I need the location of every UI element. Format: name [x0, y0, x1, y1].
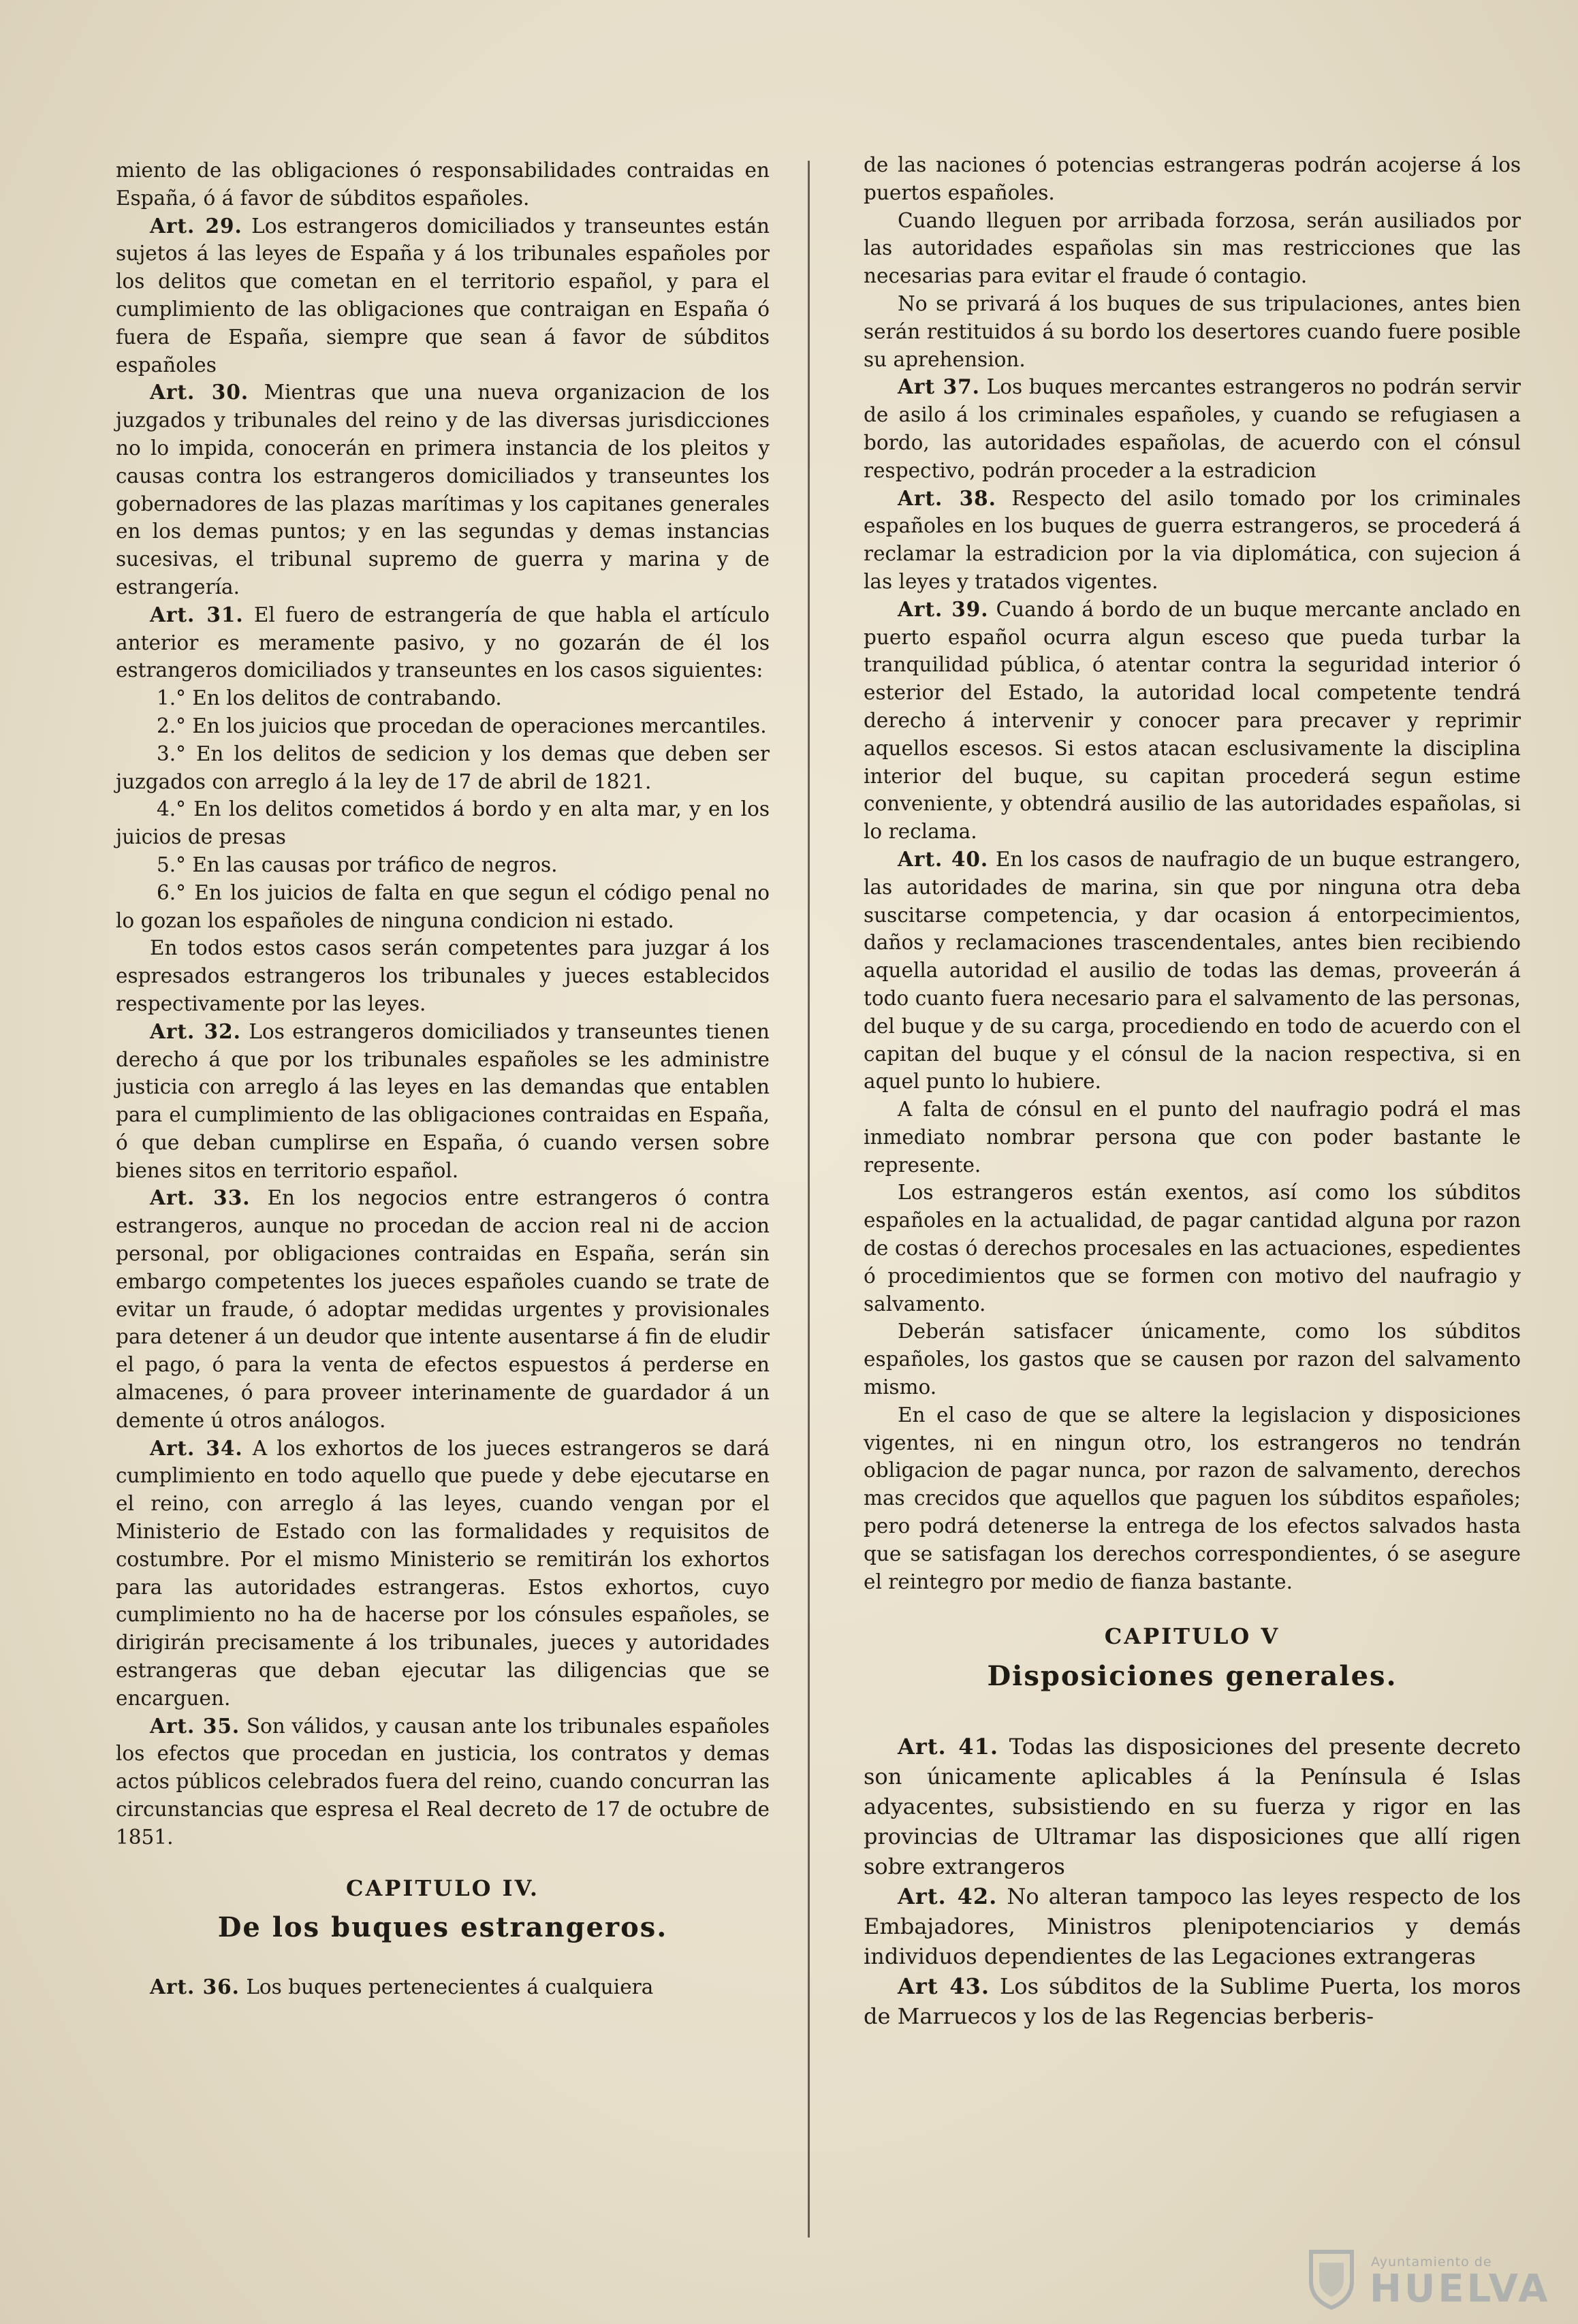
list-item: 2.° En los juicios que procedan de operaciones mercantiles.: [157, 714, 767, 737]
list-item: 3.° En los delitos de sedicion y los demas que deben ser juzgados con arreglo á la ley de 17 de abril de 1821.: [116, 742, 770, 793]
watermark-caption: Ayuntamiento de: [1371, 2255, 1492, 2270]
article-number: Art. 40.: [898, 846, 989, 871]
article-paragraph: Art. 41. Todas las disposiciones del presente decreto son únicamente aplicables á la Península é Islas adyacentes, subsistiendo en su fuerza y rigor en las provincias de Ultramar las disposiciones que allí rigen sobre extrangeros: [864, 1734, 1521, 1880]
article-paragraph: Art. 31. El fuero de estrangería de que habla el artículo anterior es meramente pasivo, y no gozarán de él los estrangeros domiciliados y transeuntes en los casos siguientes:: [116, 602, 770, 682]
municipal-shield-icon: [1297, 2244, 1366, 2312]
article-number: Art. 41.: [898, 1734, 998, 1760]
article-paragraph: Art. 40. En los casos de naufragio de un buque estrangero, las autoridades de marina, sin que por ninguna otra deba suscitarse competencia, y dar ocasion á entorpecimientos, daños y reclamaciones trascendentales, antes bien recibiendo aquella autoridad el ausilio de todas las demas, proveerán á todo cuanto fuera necesario para el salvamento de las personas, del buque y de su carga, procediendo en todo de acuerdo con el capitan del buque y el cónsul de la nacion respectiva, si en aquel punto lo hubiere.: [864, 846, 1521, 1094]
article-paragraph: Art. 29. Los estrangeros domiciliados y transeuntes están sujetos á las leyes de España y á los tribunales españoles por los delitos que cometan en el territorio español, y para el cumplimiento de las obligaciones que contraigan en España ó fuera de España, siempre que sean á favor de súbditos españoles: [116, 213, 770, 377]
column-divider: [808, 161, 810, 2238]
article-number: Art. 42.: [898, 1883, 998, 1910]
article-paragraph: Art. 34. A los exhortos de los jueces estrangeros se dará cumplimiento en todo aquello que puede y debe ejecutarse en el reino, con arreglo á las leyes, cuando vengan por el Ministerio de Estado con las formalidades y requisitos de costumbre. Por el mismo Ministerio se remitirán los exhortos para las autoridades estrangeras. Estos exhortos, cuyo cumplimiento no ha de hacerse por los cónsules españoles, se dirigirán precisamente á los tribunales, jueces y autoridades estrangeras que deban ejecutar las diligencias que se encarguen.: [116, 1435, 770, 1710]
article-number: Art. 32.: [150, 1019, 241, 1043]
article-number: Art. 30.: [150, 380, 249, 404]
article-paragraph: Art. 30. Mientras que una nueva organizacion de los juzgados y tribunales del reino y de las diversas jurisdicciones no lo impida, conocerán en primera instancia de los pleitos y causas contra los estrangeros domiciliados y transeuntes los gobernadores de las plazas marítimas y los capitanes generales en los demas puntos; y en las segundas y demas instancias sucesivas, el tribunal supremo de guerra y marina y de estrangería.: [116, 380, 770, 599]
article-number: Art 43.: [898, 1973, 990, 2000]
paragraph: A falta de cónsul en el punto del naufragio podrá el mas inmediato nombrar persona que con poder bastante le represente.: [864, 1098, 1521, 1177]
article-paragraph: Art. 42. No alteran tampoco las leyes respecto de los Embajadores, Ministros plenipotenciarios y demás individuos dependientes de las Legaciones extrangeras: [864, 1883, 1521, 1970]
article-number: Art 37.: [898, 375, 980, 399]
article-number: Art. 34.: [150, 1435, 243, 1460]
list-item: 5.° En las causas por tráfico de negros.: [157, 853, 558, 876]
list-item: 1.° En los delitos de contrabando.: [157, 686, 502, 710]
section-title: De los buques estrangeros.: [217, 1911, 668, 1944]
paragraph: No se privará á los buques de sus tripulaciones, antes bien serán restituidos á su bordo los desertores cuando fuere posible su aprehension.: [864, 291, 1521, 371]
list-item: 4.° En los delitos cometidos á bordo y en alta mar, y en los juicios de presas: [116, 797, 770, 849]
watermark: [1297, 2244, 1551, 2312]
article-number: Art. 33.: [150, 1185, 251, 1210]
chapter-heading: CAPITULO IV.: [346, 1875, 539, 1901]
left-column: [116, 157, 770, 2001]
article-paragraph: Art. 33. En los negocios entre estrangeros ó contra estrangeros, aunque no procedan de accion real ni de accion personal, por obligaciones contraidas en España, serán sin embargo competentes los jueces españoles cuando se trate de evitar un fraude, ó adoptar medidas urgentes y provisionales para detener á un deudor que intente ausentarse á fin de eludir el pago, ó para la venta de efectos espuestos á perderse en almacenes, ó para proveer interinamente de guardador á un demente ú otros análogos.: [116, 1185, 770, 1432]
watermark-title: HUELVA: [1370, 2267, 1551, 2311]
paragraph: miento de las obligaciones ó responsabilidades contraidas en España, ó á favor de súbditos españoles.: [116, 159, 770, 210]
article-number: Art. 39.: [898, 596, 989, 621]
right-column: [864, 151, 1521, 2031]
article-number: Art. 35.: [150, 1713, 240, 1738]
article-paragraph: Art 37. Los buques mercantes estrangeros no podrán servir de asilo á los criminales españoles, y cuando se refugiasen a bordo, las autoridades españolas, de acuerdo con el cónsul respectivo, podrán proceder a la estradicion: [864, 375, 1521, 482]
article-paragraph: Art. 38. Respecto del asilo tomado por los criminales españoles en los buques de guerra estrangeros, se procederá á reclamar la estradicion por la via diplomática, con sujecion á las leyes y tratados vigentes.: [864, 486, 1521, 593]
article-number: Art. 38.: [898, 486, 996, 510]
article-paragraph: Art. 32. Los estrangeros domiciliados y transeuntes tienen derecho á que por los tribunales españoles se les administre justicia con arreglo á las leyes en las demandas que entablen para el cumplimiento de las obligaciones contraidas en España, ó que deban cumplirse en España, ó cuando versen sobre bienes sitos en territorio español.: [116, 1019, 770, 1182]
article-number: Art. 31.: [150, 602, 244, 626]
section-title: Disposiciones generales.: [987, 1660, 1398, 1693]
chapter-heading: CAPITULO V: [1104, 1623, 1280, 1650]
article-paragraph: Art 43. Los súbditos de la Sublime Puerta, los moros de Marruecos y los de las Regencias berberis-: [864, 1973, 1521, 2030]
paragraph: Los estrangeros están exentos, así como los súbditos españoles en la actualidad, de pagar cantidad alguna por razon de costas ó derechos procesales en las actuaciones, espedientes ó procedimientos que se formen con motivo del naufragio y salvamento.: [864, 1181, 1521, 1316]
article-number: Art. 29.: [150, 213, 242, 238]
list-item: 6.° En los juicios de falta en que segun el código penal no lo gozan los españoles de ninguna condicion ni estado.: [116, 880, 770, 932]
paragraph: de las naciones ó potencias estrangeras podrán acojerse á los puertos españoles.: [864, 153, 1521, 204]
paragraph: En todos estos casos serán competentes para juzgar á los espresados estrangeros los tribunales y jueces establecidos respectivamente por las leyes.: [116, 936, 770, 1015]
article-paragraph: Art. 36. Los buques pertenecientes á cualquiera: [150, 1975, 654, 1999]
paragraph: Deberán satisfacer únicamente, como los súbditos españoles, los gastos que se causen por razon del salvamento mismo.: [864, 1320, 1521, 1399]
article-number: Art. 36.: [150, 1975, 240, 1999]
paragraph: Cuando lleguen por arribada forzosa, serán ausiliados por las autoridades españolas sin mas restricciones que las necesarias para evitar el fraude ó contagio.: [864, 208, 1521, 288]
paragraph: En el caso de que se altere la legislacion y disposiciones vigentes, ni en ningun otro, los estrangeros no tendrán obligacion de pagar nunca, por razon de salvamento, derechos mas crecidos que aquellos que paguen los súbditos españoles; pero podrá detenerse la entrega de los efectos salvados hasta que se satisfagan los derechos correspondientes, ó se asegure el reintegro por medio de fianza bastante.: [864, 1403, 1521, 1593]
article-paragraph: Art. 39. Cuando á bordo de un buque mercante anclado en puerto español ocurra algun esceso que pueda turbar la tranquilidad pública, ó atentar contra la seguridad interior ó esterior del Estado, la autoridad local competente tendrá derecho á intervenir y conocer para precaver y reprimir aquellos escesos. Si estos atacan esclusivamente la disciplina interior del buque, su capitan procederá segun estime conveniente, y obtendrá ausilio de las autoridades españolas, si lo reclama.: [864, 596, 1521, 844]
article-paragraph: Art. 35. Son válidos, y causan ante los tribunales españoles los efectos que procedan en justicia, los contratos y demas actos públicos celebrados fuera del reino, cuando concurran las circunstancias que espresa el Real decreto de 17 de octubre de 1851.: [116, 1713, 770, 1849]
